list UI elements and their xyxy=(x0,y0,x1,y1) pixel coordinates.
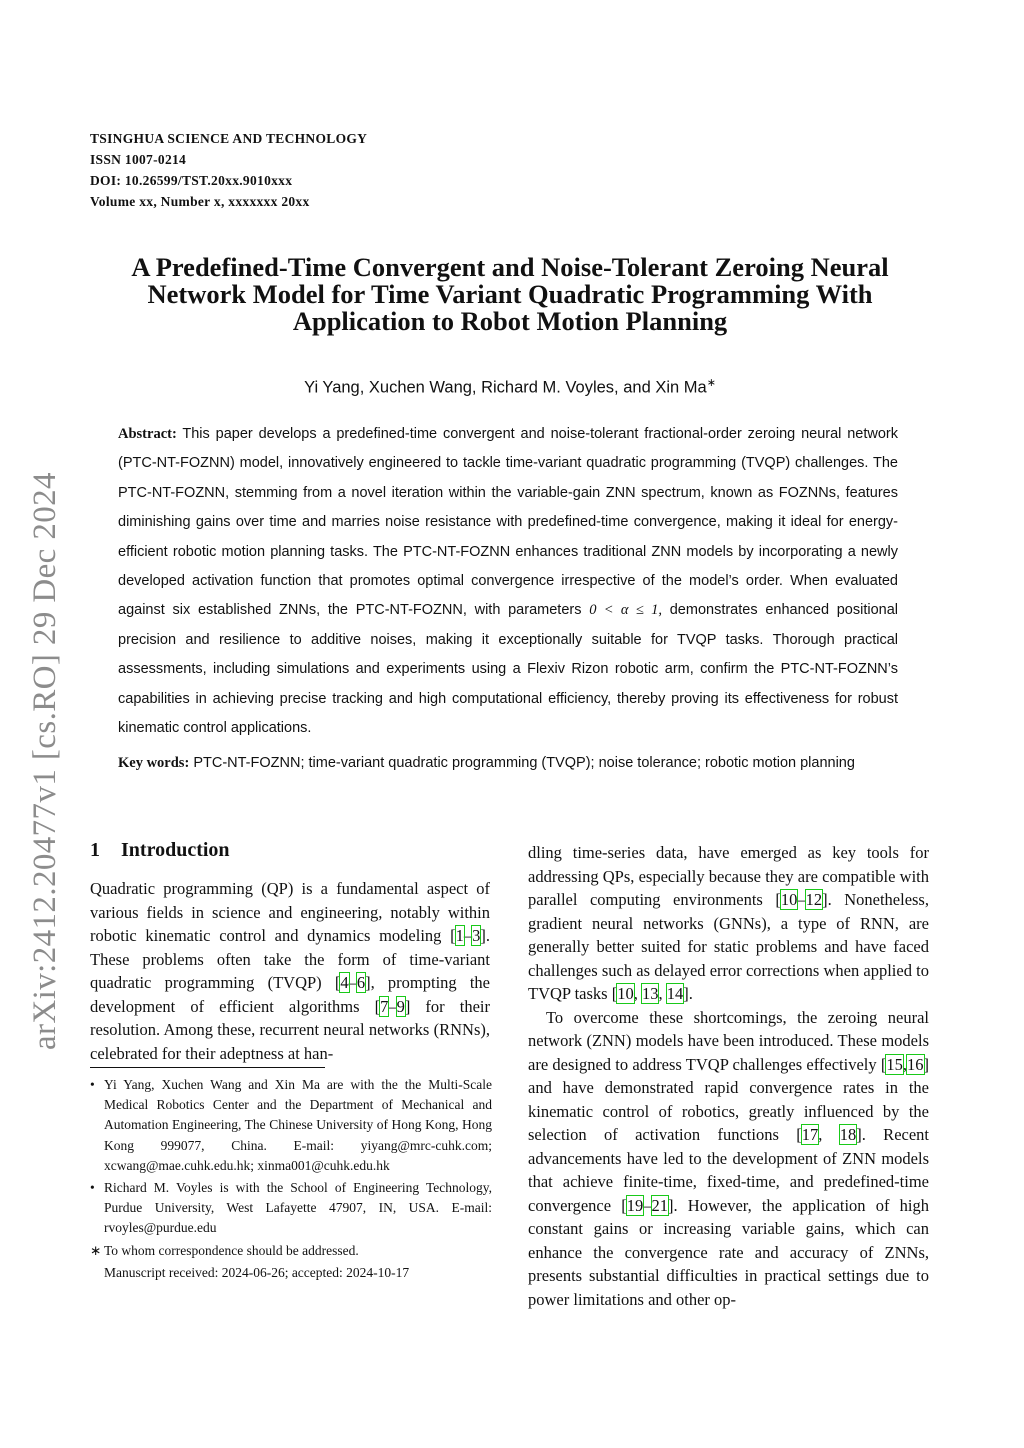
abstract-text-b: demonstrates enhanced positional precision and resilience to additive noises, making it exceptionally suitable for TVQP tasks. Thorough practical assessments, including simulations and experiments using a Flexiv Rizon robotic arm, confirm the PTC-NT-FOZNN’s capabilities in achieving precise tracking and high computational efficiency, thereby proving its effectiveness for robust kinematic control applications. xyxy=(118,602,899,737)
text-run: dling time-series data, have emerged as key tools for addressing QPs, especially because they are compatible with parallel computing environments [ xyxy=(528,843,929,909)
text-run: ]. These problems often take the form of time-variant quadratic programming (TVQP) [ xyxy=(90,926,490,992)
text-run: ], prompting the development of efficient algorithms [ xyxy=(90,973,490,1016)
footnotes xyxy=(90,1075,492,1283)
journal-doi: DOI: 10.26599/TST.20xx.9010xxx xyxy=(90,173,293,188)
text-run: To overcome these shortcomings, the zeroing neural network (ZNN) models have been introduced. These models are designed to address TVQP challenges effectively [ xyxy=(528,1007,929,1074)
footnote-rule xyxy=(90,1067,325,1068)
section-heading xyxy=(90,839,230,862)
bullet-marker: • xyxy=(90,1077,95,1092)
text-run: , xyxy=(902,1054,907,1074)
intro-paragraph-1 xyxy=(90,877,490,1065)
star-marker: ∗ xyxy=(90,1242,102,1258)
text-run: ] and have demonstrated rapid convergence rates in the kinematic control of robotics, greatly influenced by the selection of activation functions [ xyxy=(528,1054,929,1144)
authors-text: Yi Yang, Xuchen Wang, Richard M. Voyles, and Xin Ma xyxy=(304,378,707,397)
keywords-label: Key words: xyxy=(118,755,190,771)
abstract-math: 0 < α ≤ 1, xyxy=(589,602,662,619)
text-run: , xyxy=(658,984,667,1003)
section-number: 1 xyxy=(90,839,100,861)
journal-issn: ISSN 1007-0214 xyxy=(90,152,187,167)
bullet-marker: • xyxy=(90,1180,95,1196)
abstract-text-a: This paper develops a predefined-time convergent and noise-tolerant fractional-order zeroing neural network (PTC-NT-FOZNN) model, innovatively engineered to tackle time-variant quadratic programming (TVQP) challenges. The PTC-NT-FOZNN, stemming from a novel iteration within the variable-gain ZNN spectrum, known as FOZNNs, features diminishing gains over time and marries noise resistance with predefined-time convergence, making it ideal for energy-efficient robotic motion planning tasks. The PTC-NT-FOZNN enhances traditional ZNN models by incorporating a newly developed activation function that promotes optimal convergence irrespective of the model’s order. When evaluated against six established ZNNs, the PTC-NT-FOZNN, with parameters xyxy=(118,426,898,619)
keywords xyxy=(118,755,918,772)
text-run: ]. xyxy=(683,984,693,1003)
journal-header xyxy=(90,128,367,212)
title-line-2: Network Model for Time Variant Quadratic Programming With xyxy=(147,279,873,309)
citation-link[interactable]: 12 xyxy=(805,890,823,909)
text-run: ]. Nonetheless, gradient neural networks (GNNs), a type of RNN, are generally better suited for static problems and have faced challenges such as delayed error corrections when applied to TVQP tasks [ xyxy=(528,890,929,1003)
title-line-1: A Predefined-Time Convergent and Noise-Tolerant Zeroing Neural xyxy=(131,252,889,282)
citation-link[interactable]: 19 xyxy=(626,1195,644,1215)
citation-link[interactable]: 18 xyxy=(839,1125,857,1144)
title-line-3: Application to Robot Motion Planning xyxy=(292,306,728,336)
abstract xyxy=(118,420,898,743)
keywords-text: PTC-NT-FOZNN; time-variant quadratic programming (TVQP); noise tolerance; robotic motion planning xyxy=(193,755,855,771)
citation-link[interactable]: 16 xyxy=(907,1054,924,1074)
citation-link[interactable]: 17 xyxy=(801,1125,819,1144)
citation-link[interactable]: 10 xyxy=(780,890,798,909)
corresponding-mark: ∗ xyxy=(706,377,716,389)
citation-link[interactable]: 7 xyxy=(380,996,389,1016)
text-run: Quadratic programming (QP) is a fundamental aspect of various fields in science and engineering, notably within robotic kinematic control and dynamics modeling [ xyxy=(90,879,490,945)
citation-link[interactable]: 13 xyxy=(641,984,659,1003)
journal-volume: Volume xx, Number x, xxxxxxx 20xx xyxy=(90,194,310,209)
citation-link[interactable]: 15 xyxy=(886,1054,903,1074)
footnote-text: To whom correspondence should be addressed. xyxy=(104,1242,359,1258)
citation-link[interactable]: 6 xyxy=(356,973,366,992)
intro-paragraph-2 xyxy=(528,1006,929,1312)
text-run: ]. Recent advancements have led to the development of ZNN models that achieve finite-time, fixed-time, and predefined-time convergence [ xyxy=(528,1125,929,1215)
intro-right-column xyxy=(528,841,929,1311)
intro-left-column xyxy=(90,877,490,1065)
intro-paragraph-1-cont xyxy=(528,841,929,1006)
text-run: ] for their resolution. Among these, recurrent neural networks (RNNs), celebrated for their adeptness at han- xyxy=(90,996,490,1063)
citation-link[interactable]: 14 xyxy=(666,984,684,1003)
footnote-affiliation-2 xyxy=(90,1178,492,1239)
text-run: – xyxy=(463,926,473,945)
footnote-correspondence xyxy=(90,1241,492,1261)
author-list xyxy=(100,376,920,398)
text-run: – xyxy=(797,890,806,909)
arxiv-stamp: arXiv:2412.20477v1 [cs.RO] 29 Dec 2024 xyxy=(27,472,63,1050)
footnote-text: Richard M. Voyles is with the School of Engineering Technology, Purdue University, West Lafayette 47907, IN, USA. E-mail: rvoyles@purdue.edu xyxy=(104,1180,492,1236)
manuscript-dates: Manuscript received: 2024-06-26; accepted: 2024-10-17 xyxy=(104,1264,410,1280)
citation-link[interactable]: 3 xyxy=(472,926,481,945)
text-run: – xyxy=(388,996,397,1016)
paper-title xyxy=(100,254,920,335)
text-run: , xyxy=(633,984,642,1003)
citation-link[interactable]: 4 xyxy=(340,973,349,992)
citation-link[interactable]: 10 xyxy=(617,984,634,1003)
text-run: – xyxy=(643,1195,652,1215)
journal-name: TSINGHUA SCIENCE AND TECHNOLOGY xyxy=(90,131,368,146)
text-run: ]. However, the application of high constant gains or increasing variable gains, which can enhance the convergence rate and accuracy of ZNNs, presents substantial difficulties in practical settings due to power limitations and other op- xyxy=(528,1195,929,1309)
text-run: – xyxy=(348,973,357,992)
citation-link[interactable]: 1 xyxy=(455,926,464,945)
abstract-label: Abstract: xyxy=(118,426,177,442)
footnote-affiliation-1 xyxy=(90,1075,492,1176)
text-run: , xyxy=(818,1125,840,1144)
footnote-text: Yi Yang, Xuchen Wang and Xin Ma are with the the Multi-Scale Medical Robotics Center and the Department of Mechanical and Automation Engineering, The Chinese University of Hong Kong, Hong Kong 999077, China. E-mail: yiyang@mrc-cuhk.com; xcwang@mae.cuhk.edu.hk; xinma001@cuhk.edu.hk xyxy=(104,1077,492,1173)
citation-link[interactable]: 21 xyxy=(651,1195,668,1215)
citation-link[interactable]: 9 xyxy=(396,996,405,1016)
section-title: Introduction xyxy=(121,839,230,861)
